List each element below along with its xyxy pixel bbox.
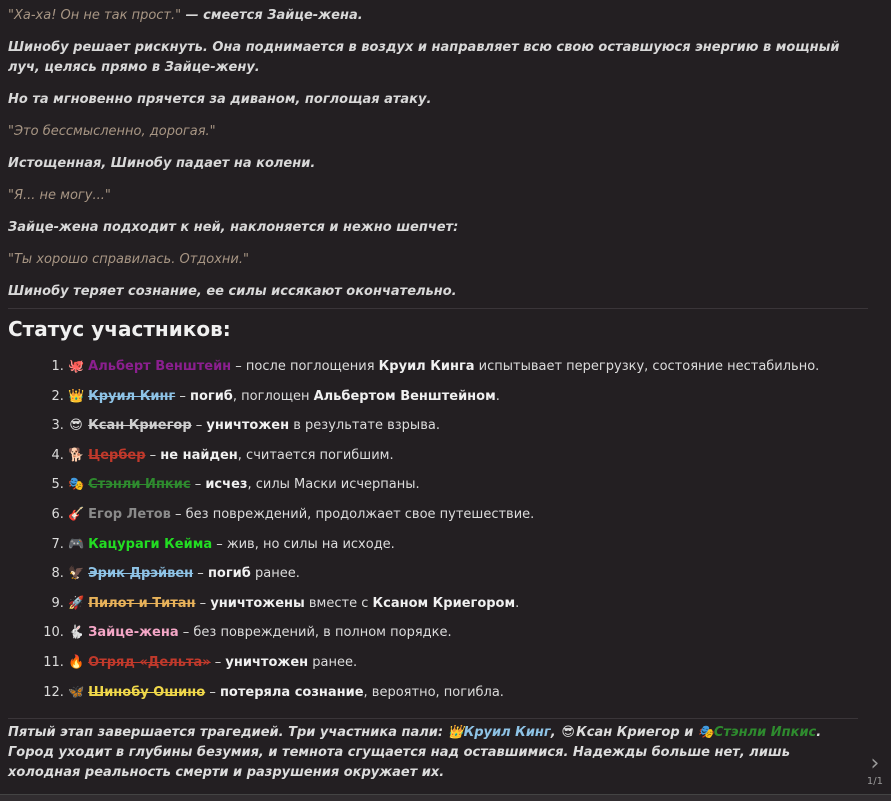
summary-name-2: Ксан Криегор (576, 725, 680, 741)
status-list (8, 357, 868, 712)
summary-name-3: Стэнли Ипкис (713, 725, 817, 741)
story-line-7: Зайце-жена подходит к ней, наклоняется и нежно шепчет: (8, 220, 459, 235)
status-item: 4. 🐕 Цербер – не найден, считается погибшим. (68, 446, 868, 476)
status-item: 2. 👑 Круил Кинг – погиб, поглощен Альбертом Венштейном. (68, 387, 868, 417)
pagination (867, 752, 883, 787)
participant-icon: 🔥 (68, 654, 85, 670)
status-item: 7. 🎮 Кацураги Кейма – жив, но силы на исходе. (68, 535, 868, 565)
summary-name-1: Круил Кинг (463, 725, 551, 741)
status-item: 1. 🐙 Альберт Венштейн – после поглощения Круил Кинга испытывает перегрузку, состояние нестабильно. (68, 357, 868, 387)
status-item: 9. 🚀 Пилот и Титан – уничтожены вместе с Ксаном Криегором. (68, 594, 868, 624)
status-item: 6. 🎸 Егор Летов – без повреждений, продолжает свое путешествие. (68, 505, 868, 535)
story-line-9: Шинобу теряет сознание, ее силы иссякают окончательно. (8, 284, 457, 299)
participant-name: Отряд «Дельта» (88, 654, 211, 670)
participant-name: Альберт Венштейн (88, 359, 232, 374)
participant-icon: 🐇 (68, 625, 85, 641)
crown-icon: 👑 (447, 725, 464, 741)
participant-icon: 🦋 (68, 684, 85, 700)
participant-name: Цербер (88, 447, 146, 463)
participant-icon: 🦅 (68, 566, 85, 582)
participant-icon: 🎸 (68, 506, 85, 522)
summary-paragraph: Пятый этап завершается трагедией. Три участника пали: 👑Круил Кинг, 😎Ксан Криегор и 🎭Стэнли Ипкис. Город уходит в глубины безумия, и темнота сгущается над оставшимися. Надежды больше нет, лишь холодная реальность смерти и разрушения окружает их. (8, 718, 858, 783)
participant-icon: 😎 (69, 418, 83, 434)
participant-name: Стэнли Ипкис (88, 477, 191, 493)
story-line-1: "Ха-ха! Он не так прост." — смеется Зайце-жена. (8, 8, 363, 23)
participant-name: Зайце-жена (88, 625, 179, 641)
mask-icon: 🎭 (697, 725, 715, 741)
participant-name: Ксан Криегор (88, 418, 192, 434)
story-line-4: "Это бессмысленно, дорогая." (8, 124, 216, 139)
participant-icon: 🎭 (68, 477, 85, 493)
bottom-bar (0, 794, 891, 801)
story-line-5: Истощенная, Шинобу падает на колени. (8, 156, 316, 171)
status-item: 5. 🎭 Стэнли Ипкис – исчез, силы Маски исчерпаны. (68, 475, 868, 505)
status-title: Статус участников: (8, 317, 231, 341)
divider (8, 308, 868, 309)
participant-icon: 🐕 (68, 447, 85, 463)
story-line-8: "Ты хорошо справилась. Отдохни." (8, 252, 249, 267)
status-item: 11. 🔥 Отряд «Дельта» – уничтожен ранее. (68, 653, 868, 683)
status-item: 8. 🦅 Эрик Дрэйвен – погиб ранее. (68, 564, 868, 594)
participant-name: Шинобу Ошино (88, 684, 206, 700)
participant-name: Круил Кинг (88, 388, 176, 404)
next-page-chevron-icon[interactable]: › (870, 751, 880, 776)
status-item: 10. 🐇 Зайце-жена – без повреждений, в полном порядке. (68, 623, 868, 653)
participant-icon: 🐙 (68, 359, 85, 374)
participant-name: Егор Летов (88, 506, 171, 522)
participant-icon: 👑 (68, 388, 85, 404)
participant-name: Пилот и Титан (88, 595, 196, 611)
participant-icon: 🎮 (68, 536, 85, 552)
sunglasses-icon: 😎 (561, 725, 575, 741)
story-line-6: "Я... не могу..." (8, 188, 111, 203)
participant-name: Кацураги Кейма (88, 536, 213, 552)
status-item: 12. 🦋 Шинобу Ошино – потеряла сознание, вероятно, погибла. (68, 683, 868, 713)
story-line-3: Но та мгновенно прячется за диваном, поглощая атаку. (8, 92, 432, 107)
story-line-2: Шинобу решает рискнуть. Она поднимается в воздух и направляет всю свою оставшуюся энергию в мощный луч, целясь прямо в Зайце-жену. (8, 40, 840, 75)
page-counter: 1/1 (866, 776, 883, 787)
participant-name: Эрик Дрэйвен (88, 566, 194, 582)
status-item: 3. 😎 Ксан Криегор – уничтожен в результате взрыва. (68, 416, 868, 446)
participant-icon: 🚀 (68, 595, 85, 611)
